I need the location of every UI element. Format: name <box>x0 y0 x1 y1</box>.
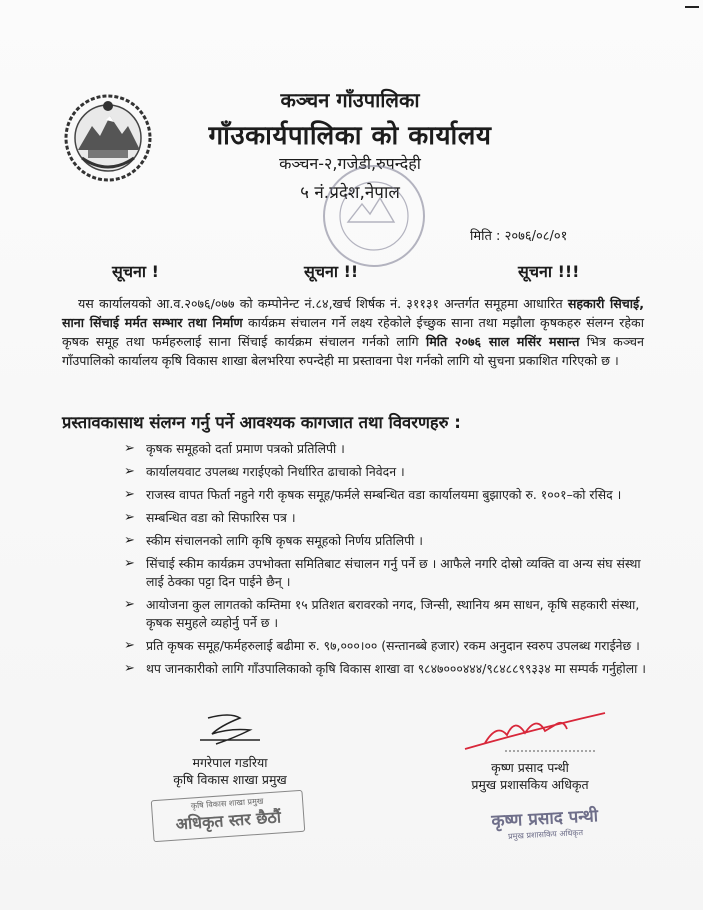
notice-date: मिति : २०७६/०८/०१ <box>470 229 568 244</box>
name-stamp-right <box>485 803 605 843</box>
body-bold-1: सहकारी सिचाई, साना सिंचाई मर्मत सम्भार तथा निर्माण <box>62 296 644 330</box>
government-emblem-icon <box>62 92 154 184</box>
arrow-bullet-icon: ➢ <box>124 510 135 525</box>
body-part-1: यस कार्यालयको आ.व.२०७६/०७७ को कम्पोनेन्ट नं.८४,खर्च शिर्षक नं. ३११३१ अन्तर्गत समूहमा आधारित <box>78 296 568 311</box>
arrow-bullet-icon: ➢ <box>124 464 135 479</box>
office-title: गाँउकार्यपालिका को कार्यालय <box>208 121 492 151</box>
stamp-left-small: कृषि विकास शाखा प्रमुख <box>190 796 264 811</box>
signatory-right-title: प्रमुख प्रशासकिय अधिकृत <box>471 777 589 792</box>
list-item: ➢ स्कीम संचालनको लागि कृषि कृषक समूहको निर्णय प्रतिलिपी । <box>124 533 423 548</box>
notice-heading-2: सूचना !! <box>304 262 359 281</box>
office-seal-icon <box>318 160 430 272</box>
edge-mark <box>685 6 699 8</box>
list-item: ➢ सम्बन्धित वडा को सिफारिस पत्र । <box>124 510 296 525</box>
signature-block-left <box>155 710 305 788</box>
handwritten-signature-right <box>445 705 615 755</box>
signatory-left-title: कृषि विकास शाखा प्रमुख <box>173 772 287 787</box>
body-bold-2: मिति २०७६ साल मसिंर मसान्त <box>425 334 580 349</box>
notice-body <box>62 294 644 370</box>
list-item: ➢ प्रति कृषक समूह/फर्महरुलाई बढीमा रु. ९७,०००।०० (सन्तानब्बे हजार) रकम अनुदान स्वरुप उपलब्ध गराईनेछ । <box>124 638 640 653</box>
notice-heading-1: सूचना ! <box>112 262 159 281</box>
list-item: ➢ सिंचाई स्कीम कार्यक्रम उपभोक्ता समितिबाट संचालन गर्नु पर्ने छ । आफैले नगरि दोस्रो व्यक्ति वा अन्य संघ संस्था लाई ठेक्का पट्टा दिन पाईने छैन् । <box>124 556 641 589</box>
signatory-right-name: कृष्ण प्रसाद पन्थी <box>491 760 569 775</box>
body-part-2: कार्यक्रम संचालन गर्ने लक्ष्य रहेकोले ईच्छुक साना तथा मझौला कृषकहरु संलग्न रहेका कृषक समूह तथा फर्महरुलाई साना सिंचाई कार्यक्रम संचालन गर्नको लागि <box>62 315 644 349</box>
requirements-list <box>124 440 654 683</box>
municipality-name: कञ्चन गाँउपालिका <box>280 88 420 112</box>
list-item: ➢ कार्यालयवाट उपलब्ध गराईएको निर्धारित ढाचाको निवेदन । <box>124 464 405 479</box>
arrow-bullet-icon: ➢ <box>124 441 135 456</box>
list-item: ➢ राजस्व वापत फिर्ता नहुने गरी कृषक समूह/फर्मले सम्बन्धित वडा कार्यालयमा बुझाएको रु. १००१–को रसिद । <box>124 487 622 502</box>
signatory-left-name: मगरेपाल गडरिया <box>192 755 268 770</box>
list-item: ➢ आयोजना कुल लागतको कम्तिमा १५ प्रतिशत बरावरको नगद, जिन्सी, स्थानिय श्रम साधन, कृषि सहकारी संस्था, कृषक समुहले व्यहोर्नु पर्ने छ । <box>124 597 640 630</box>
stamp-left-big: अधिकृत स्तर छैठौं <box>175 807 282 834</box>
signature-block-right <box>440 705 620 793</box>
body-part-3: भित्र कञ्चन गाँउपालिको कार्यालय कृषि विकास शाखा बेलभरिया रुपन्देही मा प्रस्तावना पेश गर्नको लागि यो सुचना प्रकाशित गरिएको छ । <box>62 334 644 368</box>
arrow-bullet-icon: ➢ <box>124 533 135 548</box>
handwritten-signature-left <box>190 710 270 750</box>
arrow-bullet-icon: ➢ <box>124 597 135 612</box>
province-line: ५ नं.प्रदेश,नेपाल <box>300 183 400 203</box>
list-item: ➢ कृषक समूहको दर्ता प्रमाण पत्रको प्रतिलिपी । <box>124 441 345 456</box>
stamp-right-small: प्रमुख प्रशासकिय अधिकृत <box>507 828 584 841</box>
list-item: ➢ थप जानकारीको लागि गाँउपालिकाको कृषि विकास शाखा वा ९८४७०००४४४/९८४८८९९३३४ मा सम्पर्क गर्नुहोला । <box>124 661 646 676</box>
arrow-bullet-icon: ➢ <box>124 661 135 676</box>
designation-stamp-left <box>151 790 306 843</box>
office-address: कञ्चन-२,गजेडी,रुपन्देही <box>279 154 421 173</box>
notice-heading-3: सूचना !!! <box>518 262 580 281</box>
arrow-bullet-icon: ➢ <box>124 487 135 502</box>
stamp-right-big: कृष्ण प्रसाद पन्थी <box>490 806 599 832</box>
arrow-bullet-icon: ➢ <box>124 556 135 571</box>
requirements-title: प्रस्तावकासाथ संलग्न गर्नु पर्ने आवश्यक कागजात तथा विवरणहरु : <box>62 413 461 432</box>
arrow-bullet-icon: ➢ <box>124 638 135 653</box>
